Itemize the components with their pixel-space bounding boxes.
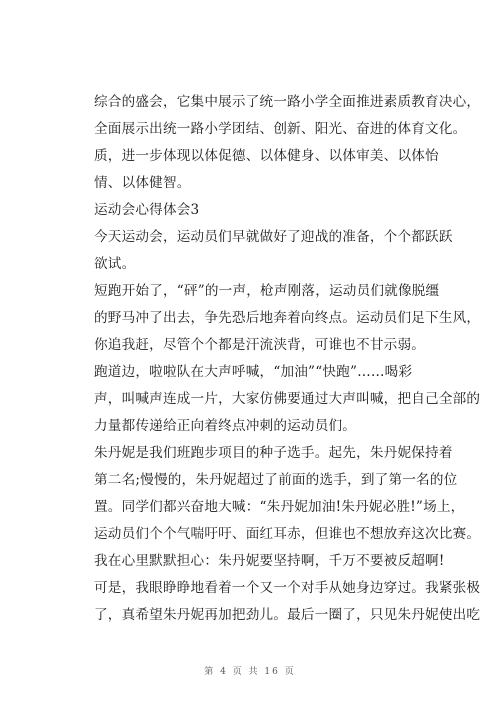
text-line: 力量都传递给正向着终点冲刺的运动员们。 [94, 418, 357, 434]
text-line: 的野马冲了出去，争先恐后地奔着向终点。运动员们足下生风， [94, 310, 481, 326]
text-line: 声，叫喊声连成一片，大家仿佛要通过大声叫喊，把自己全部的 [94, 391, 481, 407]
text-line: 了，真希望朱丹妮再加把劲儿。最后一圈了，只见朱丹妮使出吃 [94, 607, 481, 623]
text-line: 运动员们个个气喘吁吁、面红耳赤，但谁也不想放弃这次比赛。 [94, 526, 481, 542]
text-line: 综合的盛会，它集中展示了统一路小学全面推进素质教育决心， [94, 94, 481, 110]
text-line: 欲试。 [94, 256, 136, 272]
text-line: 你追我赶，尽管个个都是汗流浃背，可谁也不甘示弱。 [94, 337, 426, 353]
text-line: 今天运动会，运动员们早就做好了迎战的准备，个个都跃跃 [94, 229, 453, 245]
text-line: 跑道边，啦啦队在大声呼喊，“加油”“快跑”……喝彩 [94, 364, 413, 380]
text-line: 情、以体健智。 [94, 175, 191, 191]
page-number-footer: 第 4 页 共 16 页 [204, 667, 296, 677]
text-line: 可是，我眼睁睁地看着一个又一个对手从她身边穿过。我紧张极 [94, 580, 481, 596]
section-heading: 运动会心得体会3 [94, 202, 200, 218]
text-line: 第二名;慢慢的，朱丹妮超过了前面的选手，到了第一名的位 [94, 472, 458, 488]
text-line: 朱丹妮是我们班跑步项目的种子选手。起先，朱丹妮保持着 [94, 445, 453, 461]
text-line: 置。同学们都兴奋地大喊：“朱丹妮加油!朱丹妮必胜!”场上， [94, 499, 465, 515]
text-line: 全面展示出统一路小学团结、创新、阳光、奋进的体育文化。 [94, 121, 467, 137]
text-line: 短跑开始了，“砰”的一声，枪声刚落，运动员们就像脱缰 [94, 283, 440, 299]
text-line: 质，进一步体现以体促德、以体健身、以体审美、以体怡 [94, 148, 439, 164]
text-line: 我在心里默默担心：朱丹妮要坚持啊，千万不要被反超啊! [94, 553, 445, 569]
